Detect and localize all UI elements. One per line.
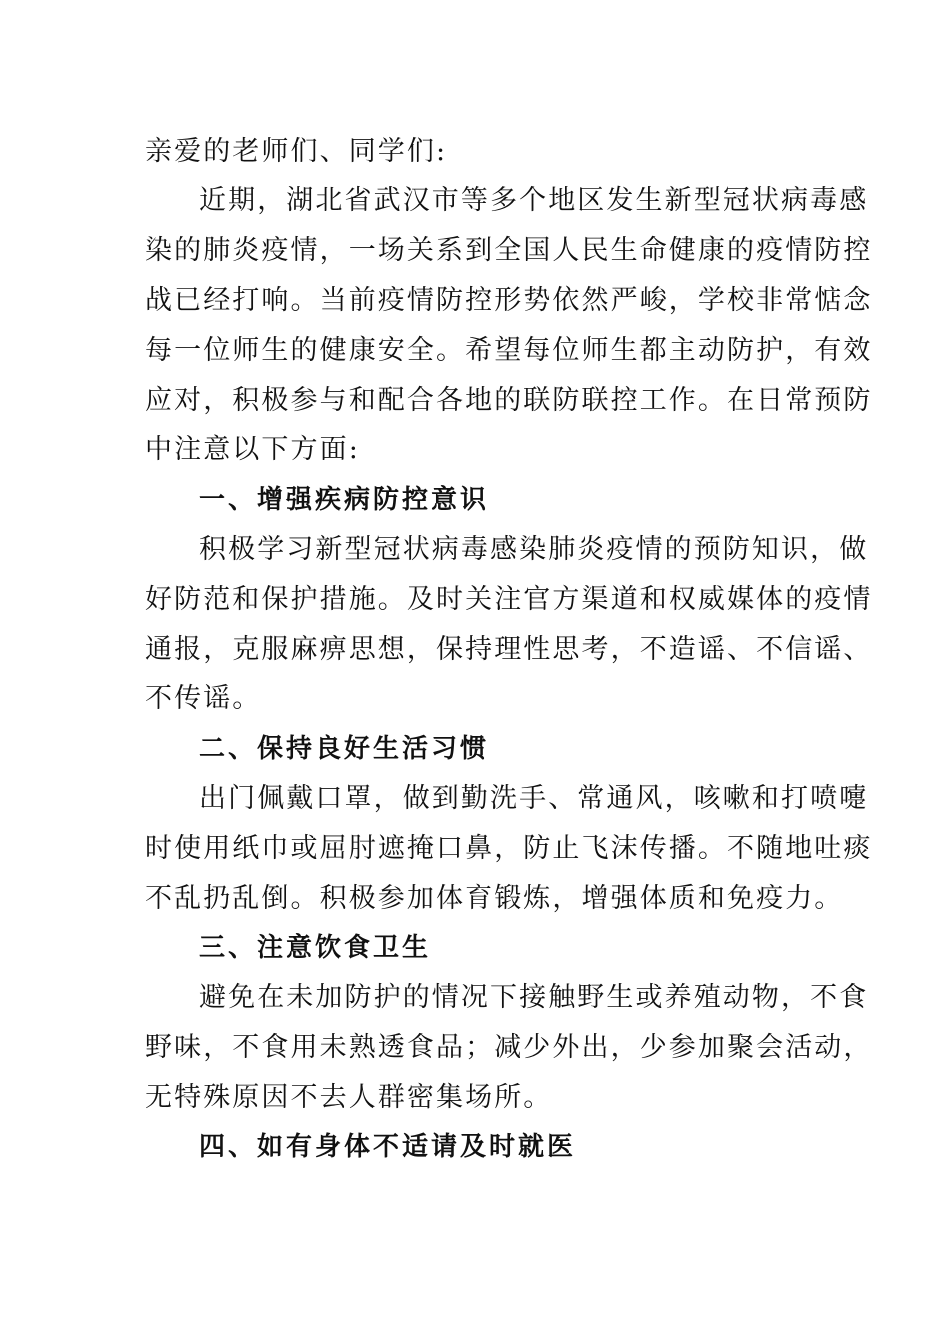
section-heading-3: 三、注意饮食卫生 xyxy=(199,933,432,963)
section-heading-1: 一、增强疾病防控意识 xyxy=(199,485,490,515)
salutation: 亲爱的老师们、同学们: xyxy=(145,136,448,167)
intro-line-3: 战已经打响。当前疫情防控形势依然严峻，学校非常惦念 xyxy=(145,285,873,316)
section-3-line-1: 避免在未加防护的情况下接触野生或养殖动物，不食 xyxy=(199,982,869,1013)
section-1-line-2: 好防范和保护措施。及时关注官方渠道和权威媒体的疫情 xyxy=(145,584,873,615)
section-3-line-3: 无特殊原因不去人群密集场所。 xyxy=(145,1082,553,1113)
section-heading-4: 四、如有身体不适请及时就医 xyxy=(199,1132,577,1162)
section-2-line-2: 时使用纸巾或屈肘遮掩口鼻，防止飞沫传播。不随地吐痰 xyxy=(145,833,873,864)
intro-line-5: 应对，积极参与和配合各地的联防联控工作。在日常预防 xyxy=(145,385,873,416)
intro-line-2: 染的肺炎疫情，一场关系到全国人民生命健康的疫情防控 xyxy=(145,235,873,266)
section-1-line-4: 不传谣。 xyxy=(145,683,262,714)
section-3-line-2: 野味，不食用未熟透食品；减少外出，少参加聚会活动， xyxy=(145,1032,873,1063)
section-heading-2: 二、保持良好生活习惯 xyxy=(199,734,490,764)
intro-line-6: 中注意以下方面: xyxy=(145,434,360,465)
section-2-line-1: 出门佩戴口罩，做到勤洗手、常通风，咳嗽和打喷嚏 xyxy=(199,783,869,814)
section-1-line-1: 积极学习新型冠状病毒感染肺炎疫情的预防知识，做 xyxy=(199,534,869,565)
intro-line-4: 每一位师生的健康安全。希望每位师生都主动防护，有效 xyxy=(145,335,873,366)
intro-line-1: 近期，湖北省武汉市等多个地区发生新型冠状病毒感 xyxy=(199,185,869,216)
section-1-line-3: 通报，克服麻痹思想，保持理性思考，不造谣、不信谣、 xyxy=(145,634,873,665)
section-2-line-3: 不乱扔乱倒。积极参加体育锻炼，增强体质和免疫力。 xyxy=(145,883,844,914)
